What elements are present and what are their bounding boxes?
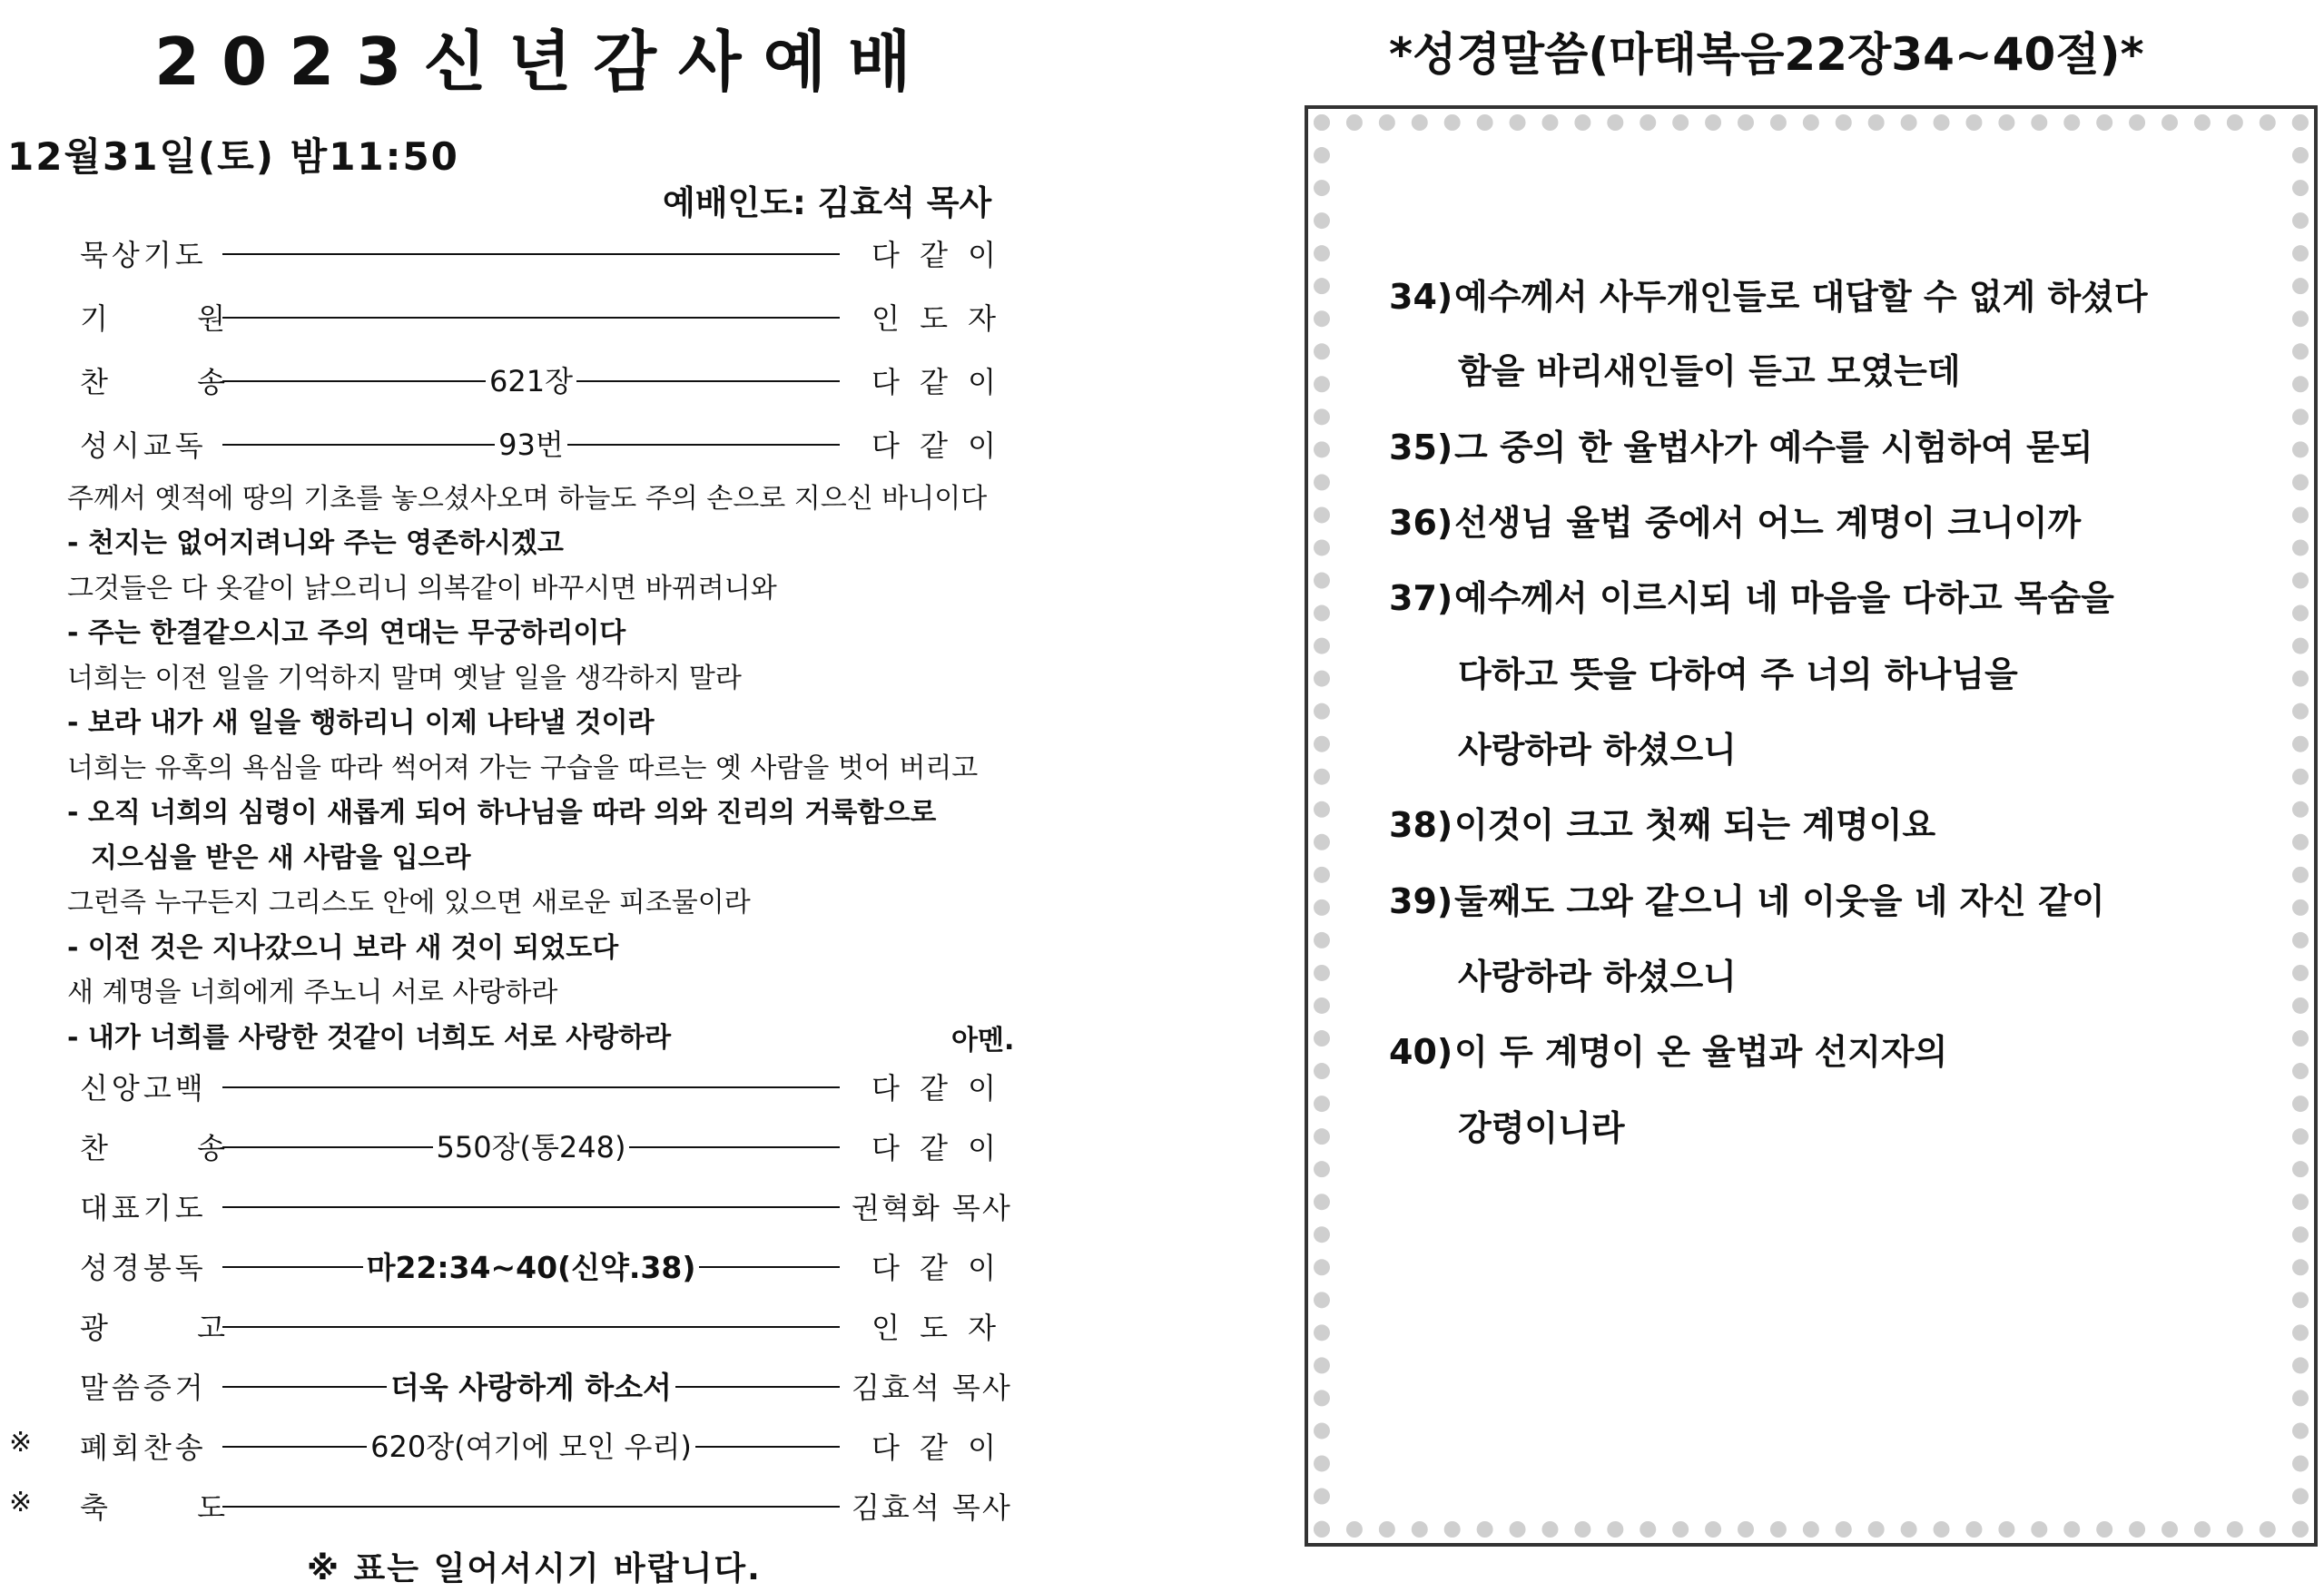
order-detail: 마22:34~40(신약.38) [222, 1244, 840, 1287]
verse-number: 34) [1389, 277, 1453, 317]
order-detail: 550장(통248) [222, 1125, 840, 1166]
stand-mark: ※ [9, 1487, 33, 1518]
verse-text: 이 두 계명이 온 율법과 선지자의 [1454, 1032, 1948, 1072]
order-row-responsive-reading [0, 418, 1044, 468]
order-label: 대표기도 [80, 1191, 207, 1225]
leader-line [222, 1206, 840, 1208]
order-label: 광 고 [80, 1311, 265, 1345]
responsive-line: 그것들은 다 옷같이 낡으리니 의복같이 바꾸시면 바뀌려니와 [67, 573, 777, 604]
responsive-line: 새 계명을 너희에게 주노니 서로 사랑하라 [67, 977, 558, 1008]
order-detail: 620장(여기에 모인 우리) [222, 1424, 840, 1466]
verse-40 [1389, 1024, 1947, 1074]
order-label: 신앙고백 [80, 1071, 207, 1106]
order-label: 성경봉독 [80, 1251, 207, 1285]
order-detail: 93번 [222, 422, 840, 464]
verse-40-continued: 강령이니라 [1458, 1108, 1625, 1148]
order-label: 기 원 [80, 301, 265, 336]
leader-line [222, 253, 840, 255]
verse-text: 선생님 율법 중에서 어느 계명이 크니이까 [1454, 503, 2082, 543]
order-row-invocation [0, 290, 1044, 341]
verse-number: 38) [1389, 805, 1453, 845]
order-performer: 다 같 이 [872, 365, 1002, 399]
standing-note: ※ 표는 일어서시기 바랍니다. [307, 1550, 762, 1587]
order-row-sermon [0, 1360, 1044, 1410]
verse-text: 둘째도 그와 같으니 네 이웃을 네 자신 같이 [1454, 881, 2105, 921]
verse-text: 이것이 크고 첫째 되는 계명이요 [1454, 805, 1936, 845]
responsive-line: - 천지는 없어지려니와 주는 영존하시겠고 [67, 527, 564, 559]
order-label: 말씀증거 [80, 1371, 207, 1405]
verse-37 [1389, 570, 2114, 620]
order-label: 축 도 [80, 1490, 265, 1525]
order-performer: 다 같 이 [872, 1430, 1002, 1465]
order-performer: 다 같 이 [872, 428, 1002, 463]
amen-text: 아멘. [951, 1025, 1015, 1056]
stand-mark: ※ [9, 1427, 33, 1459]
responsive-line: - 주는 한결같으시고 주의 연대는 무궁하리이다 [67, 617, 626, 649]
order-performer: 김효석 목사 [852, 1490, 1012, 1525]
order-row-hymn [0, 1120, 1044, 1171]
order-label: 묵상기도 [80, 238, 207, 272]
verse-number: 36) [1389, 503, 1453, 543]
order-performer: 다 같 이 [872, 238, 1002, 272]
responsive-line: 그런즉 누구든지 그리스도 안에 있으면 새로운 피조물이라 [67, 887, 751, 919]
verse-34-continued: 함을 바리새인들이 듣고 모였는데 [1458, 351, 1961, 391]
order-row-prayer [0, 1180, 1044, 1231]
order-label: 폐회찬송 [80, 1430, 207, 1465]
responsive-line: - 오직 너희의 심령이 새롭게 되어 하나님을 따라 의와 진리의 거룩함으로 [67, 797, 937, 829]
order-performer: 다 같 이 [872, 1251, 1002, 1285]
order-performer: 다 같 이 [872, 1131, 1002, 1165]
order-row-announcements [0, 1300, 1044, 1351]
order-row-silent-prayer [0, 227, 1044, 278]
order-row-closing-hymn [0, 1420, 1044, 1470]
responsive-line: 너희는 이전 일을 기억하지 말며 옛날 일을 생각하지 말라 [67, 663, 742, 694]
verse-number: 37) [1389, 578, 1453, 618]
verse-text: 예수께서 이르시되 네 마음을 다하고 목숨을 [1454, 578, 2114, 618]
verse-number: 39) [1389, 881, 1453, 921]
verse-36 [1389, 495, 2081, 545]
order-detail: 621장 [222, 359, 840, 400]
order-row-hymn [0, 354, 1044, 405]
order-label: 성시교독 [80, 428, 207, 463]
order-row-benediction [0, 1479, 1044, 1530]
leader-line [222, 1086, 840, 1088]
service-leader: 예배인도: 김효석 목사 [663, 183, 992, 222]
verse-39 [1389, 873, 2105, 923]
responsive-line: - 내가 너희를 사랑한 것같이 너희도 서로 사랑하라 [67, 1022, 672, 1054]
order-performer: 김효석 목사 [852, 1371, 1012, 1405]
order-performer: 인 도 자 [872, 1311, 1002, 1345]
responsive-line: 지으심을 받은 새 사람을 입으라 [91, 842, 471, 874]
leader-line [222, 317, 840, 319]
page-title: 2023신년감사예배 [154, 24, 933, 100]
verse-text: 그 중의 한 율법사가 예수를 시험하여 묻되 [1454, 427, 2093, 467]
order-performer: 다 같 이 [872, 1071, 1002, 1106]
leader-line [222, 1506, 840, 1508]
order-performer: 인 도 자 [872, 301, 1002, 336]
order-detail: 더욱 사랑하게 하소서 [222, 1364, 840, 1407]
verse-text: 예수께서 사두개인들로 대답할 수 없게 하셨다 [1454, 277, 2148, 317]
verse-37-continued: 다하고 뜻을 다하여 주 너의 하나님을 [1458, 654, 2018, 694]
responsive-line: 주께서 옛적에 땅의 기초를 놓으셨사오며 하늘도 주의 손으로 지으신 바니이다 [67, 483, 988, 515]
verse-39-continued: 사랑하라 하셨으니 [1458, 957, 1737, 997]
verse-37-continued: 사랑하라 하셨으니 [1458, 730, 1737, 770]
leader-line [222, 1326, 840, 1328]
responsive-line: - 보라 내가 새 일을 행하리니 이제 나타낼 것이라 [67, 707, 655, 739]
verse-35 [1389, 419, 2093, 469]
verse-34 [1389, 269, 2148, 319]
verse-number: 35) [1389, 427, 1453, 467]
order-performer: 권혁화 목사 [852, 1191, 1012, 1225]
order-row-creed [0, 1060, 1044, 1111]
order-row-scripture-reading [0, 1240, 1044, 1291]
order-label: 찬 송 [80, 365, 265, 399]
responsive-line: 너희는 유혹의 욕심을 따라 썩어져 가는 구습을 따르는 옛 사람을 벗어 버리고 [67, 752, 979, 784]
scripture-title: *성경말씀(마태복음22장34~40절)* [1389, 28, 2144, 81]
service-date: 12월31일(토) 밤11:50 [7, 134, 459, 179]
responsive-line: - 이전 것은 지나갔으니 보라 새 것이 되었도다 [67, 932, 619, 964]
verse-number: 40) [1389, 1032, 1453, 1072]
verse-38 [1389, 797, 1935, 847]
order-label: 찬 송 [80, 1131, 265, 1165]
